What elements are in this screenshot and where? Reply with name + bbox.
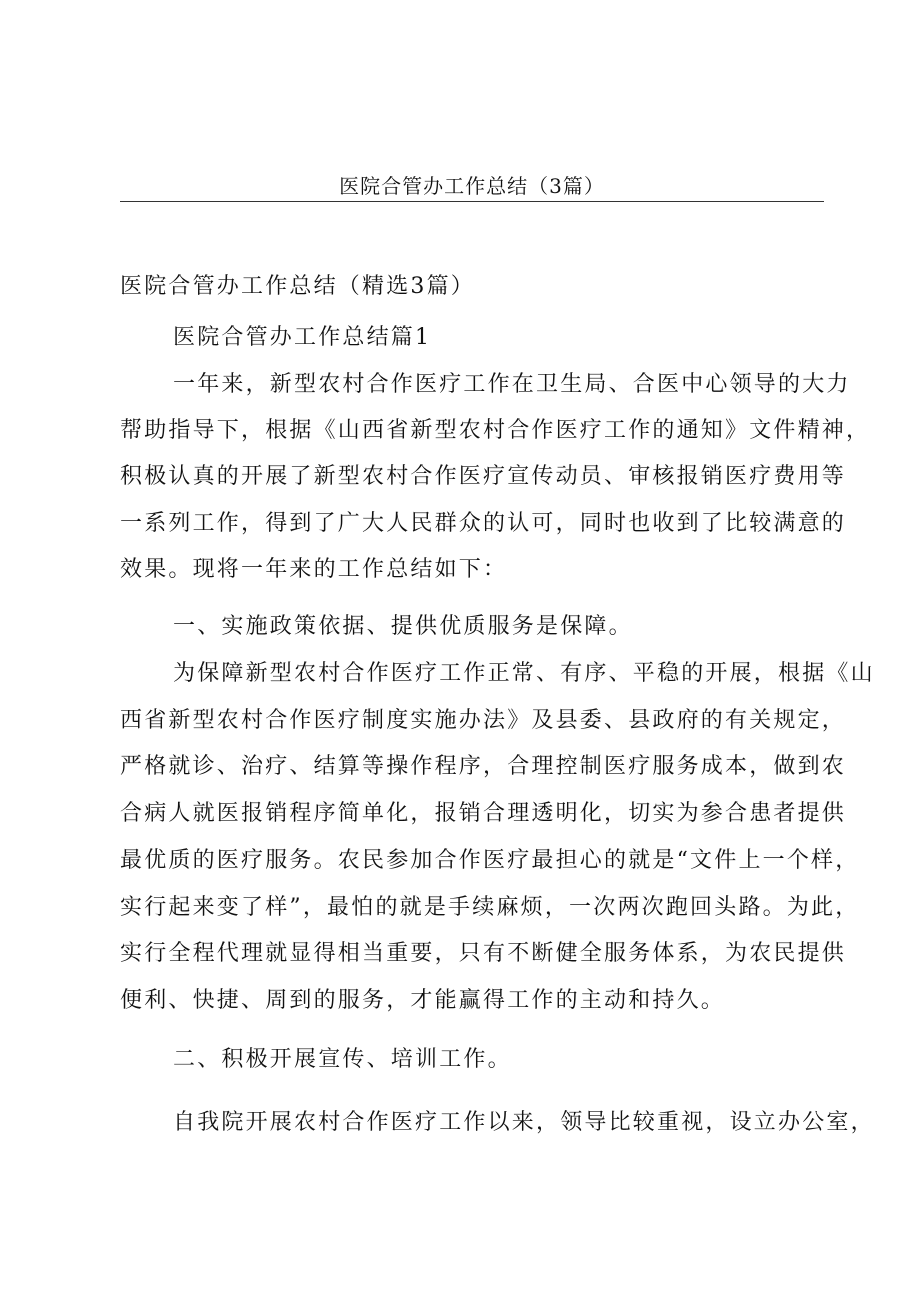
document-title: 医院合管办工作总结（精选3篇） <box>120 274 475 299</box>
paragraph-line: 最优质的医疗服务。农民参加合作医疗最担心的就是“文件上一个样， <box>120 848 860 873</box>
paragraph-line: 便利、快捷、周到的服务，才能赢得工作的主动和持久。 <box>120 988 726 1013</box>
paragraph-line: 一年来，新型农村合作医疗工作在卫生局、合医中心领导的大力 <box>173 372 851 397</box>
paragraph-line: 效果。现将一年来的工作总结如下： <box>120 557 508 582</box>
paragraph-line: 西省新型农村合作医疗制度实施办法》及县委、县政府的有关规定， <box>120 708 847 733</box>
paragraph-line: 一系列工作，得到了广大人民群众的认可，同时也收到了比较满意的 <box>120 511 847 536</box>
paragraph-line: 积极认真的开展了新型农村合作医疗宣传动员、审核报销医疗费用等 <box>120 464 847 489</box>
paragraph-line: 帮助指导下，根据《山西省新型农村合作医疗工作的通知》文件精神， <box>120 418 871 443</box>
subheading: 二、积极开展宣传、培训工作。 <box>173 1047 512 1072</box>
paragraph-line: 自我院开展农村合作医疗工作以来，领导比较重视，设立办公室， <box>173 1110 875 1135</box>
section-heading: 医院合管办工作总结篇1 <box>173 325 432 350</box>
page-header-title: 医院合管办工作总结（3篇） <box>339 174 605 198</box>
header-divider <box>120 201 824 202</box>
paragraph-line: 严格就诊、治疗、结算等操作程序，合理控制医疗服务成本，做到农 <box>120 754 847 779</box>
paragraph-line: 实行全程代理就显得相当重要，只有不断健全服务体系，为农民提供 <box>120 941 847 966</box>
paragraph-line: 合病人就医报销程序简单化，报销合理透明化，切实为参合患者提供 <box>120 801 847 826</box>
paragraph-line: 为保障新型农村合作医疗工作正常、有序、平稳的开展，根据《山 <box>173 661 875 686</box>
paragraph-line: 实行起来变了样”，最怕的就是手续麻烦，一次两次跑回头路。为此， <box>120 895 860 920</box>
subheading: 一、实施政策依据、提供优质服务是保障。 <box>173 614 633 639</box>
